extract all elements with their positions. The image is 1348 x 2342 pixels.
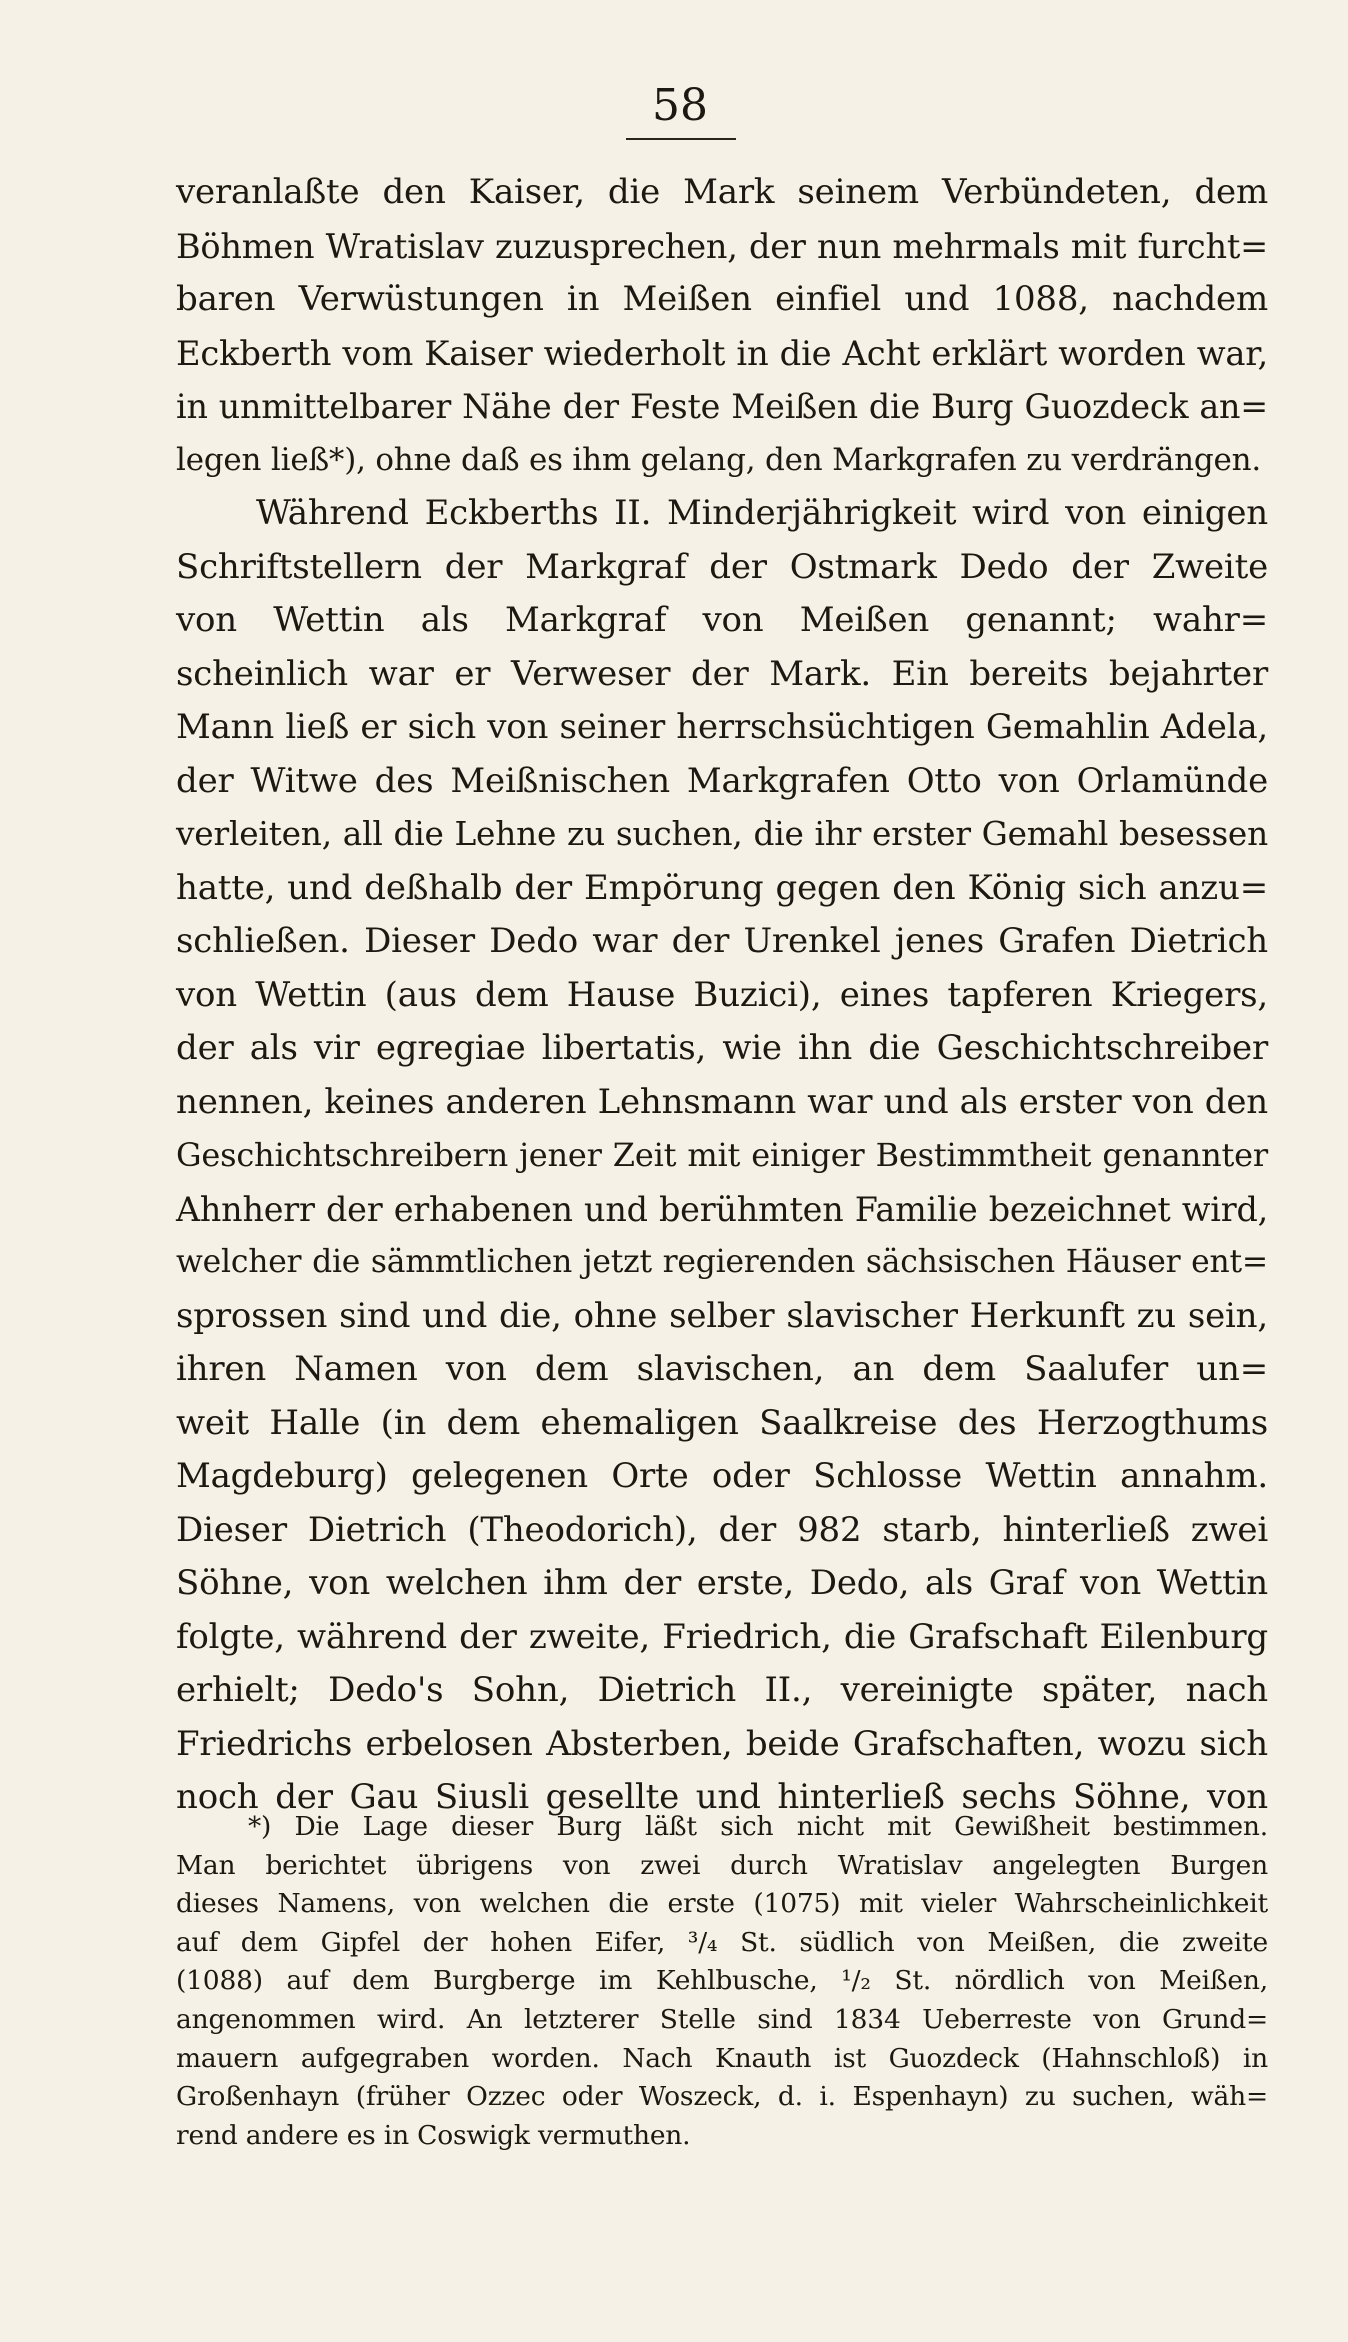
body-line: legen ließ*), ohne daß es ihm gelang, den Markgrafen zu verdrängen.	[176, 441, 1261, 478]
body-line: in unmittelbarer Nähe der Feste Meißen die Burg Guozdeck an=	[176, 387, 1268, 426]
body-line: scheinlich war er Verweser der Mark. Ein bereits bejahrter	[176, 653, 1268, 694]
body-line: Böhmen Wratislav zuzusprechen, der nun mehrmals mit furcht=	[176, 226, 1268, 266]
body-line: ihren Namen von dem slavischen, an dem Saalufer un=	[176, 1349, 1268, 1389]
body-line: Magdeburg) gelegenen Orte oder Schlosse Wettin annahm.	[176, 1456, 1268, 1496]
body-line: Schriftstellern der Markgraf der Ostmark Dedo der Zweite	[176, 546, 1268, 587]
body-line: verleiten, all die Lehne zu suchen, die ihr erster Gemahl besessen	[176, 815, 1268, 853]
body-line: hatte, und deßhalb der Empörung gegen den König sich anzu=	[176, 867, 1268, 908]
body-line: folgte, während der zweite, Friedrich, die Grafschaft Eilenburg	[176, 1616, 1268, 1657]
body-line: Ahnherr der erhabenen und berühmten Familie bezeichnet wird,	[176, 1189, 1268, 1229]
body-line: weit Halle (in dem ehemaligen Saalkreise des Herzogthums	[176, 1402, 1268, 1443]
body-line: von Wettin (aus dem Hause Buzici), eines tapferen Kriegers,	[176, 974, 1268, 1015]
body-line: sprossen sind und die, ohne selber slavischer Herkunft zu sein,	[176, 1295, 1268, 1336]
footnote-line: auf dem Gipfel der hohen Eifer, ³/₄ St. südlich von Meißen, die zweite	[176, 1926, 1268, 1958]
body-line: Mann ließ er sich von seiner herrschsüchtigen Gemahlin Adela,	[176, 707, 1268, 747]
body-text	[176, 166, 1268, 1825]
body-line: Geschichtschreibern jener Zeit mit einiger Bestimmtheit genannter	[176, 1136, 1268, 1174]
footnote-line: dieses Namens, von welchen die erste (1075) mit vieler Wahrscheinlichkeit	[176, 1888, 1268, 1920]
page-number-rule	[626, 138, 736, 140]
body-line: schließen. Dieser Dedo war der Urenkel jenes Grafen Dietrich	[176, 921, 1268, 961]
body-line: veranlaßte den Kaiser, die Mark seinem Verbündeten, dem	[176, 172, 1268, 212]
body-line: der als vir egregiae libertatis, wie ihn die Geschichtschreiber	[176, 1028, 1268, 1068]
body-line: baren Verwüstungen in Meißen einfiel und 1088, nachdem	[176, 279, 1268, 319]
body-line: noch der Gau Siusli gesellte und hinterließ sechs Söhne, von	[176, 1777, 1268, 1817]
body-line: nennen, keines anderen Lehnsmann war und als erster von den	[176, 1081, 1268, 1122]
page-number: 58	[652, 80, 708, 131]
footnote-line: (1088) auf dem Burgberge im Kehlbusche, ¹/₂ St. nördlich von Meißen,	[176, 1965, 1268, 1997]
footnote-line: rend andere es in Coswigk vermuthen.	[176, 2119, 691, 2151]
body-line: Dieser Dietrich (Theodorich), der 982 starb, hinterließ zwei	[176, 1509, 1268, 1550]
footnote-line: mauern aufgegraben worden. Nach Knauth ist Guozdeck (Hahnschloß) in	[176, 2042, 1268, 2074]
footnote-line: angenommen wird. An letzterer Stelle sind 1834 Ueberreste von Grund=	[176, 2003, 1268, 2035]
footnote-line: Großenhayn (früher Ozzec oder Woszeck, d. i. Espenhayn) zu suchen, wäh=	[176, 2081, 1268, 2113]
footnote-line: *) Die Lage dieser Burg läßt sich nicht mit Gewißheit bestimmen.	[248, 1811, 1268, 1842]
body-line: von Wettin als Markgraf von Meißen genannt; wahr=	[176, 600, 1268, 640]
footnote-line: Man berichtet übrigens von zwei durch Wratislav angelegten Burgen	[176, 1849, 1268, 1881]
body-line: welcher die sämmtlichen jetzt regierenden sächsischen Häuser ent=	[176, 1244, 1268, 1280]
body-line: Während Eckberths II. Minderjährigkeit wird von einigen	[256, 493, 1268, 533]
body-line: der Witwe des Meißnischen Markgrafen Otto von Orlamünde	[176, 760, 1268, 801]
body-line: Eckberth vom Kaiser wiederholt in die Acht erklärt worden war,	[176, 333, 1268, 373]
body-line: Söhne, von welchen ihm der erste, Dedo, als Graf von Wettin	[176, 1563, 1268, 1603]
body-line: erhielt; Dedo's Sohn, Dietrich II., vereinigte später, nach	[176, 1670, 1268, 1710]
body-line: Friedrichs erbelosen Absterben, beide Grafschaften, wozu sich	[176, 1723, 1268, 1764]
footnotes	[176, 1808, 1268, 2155]
